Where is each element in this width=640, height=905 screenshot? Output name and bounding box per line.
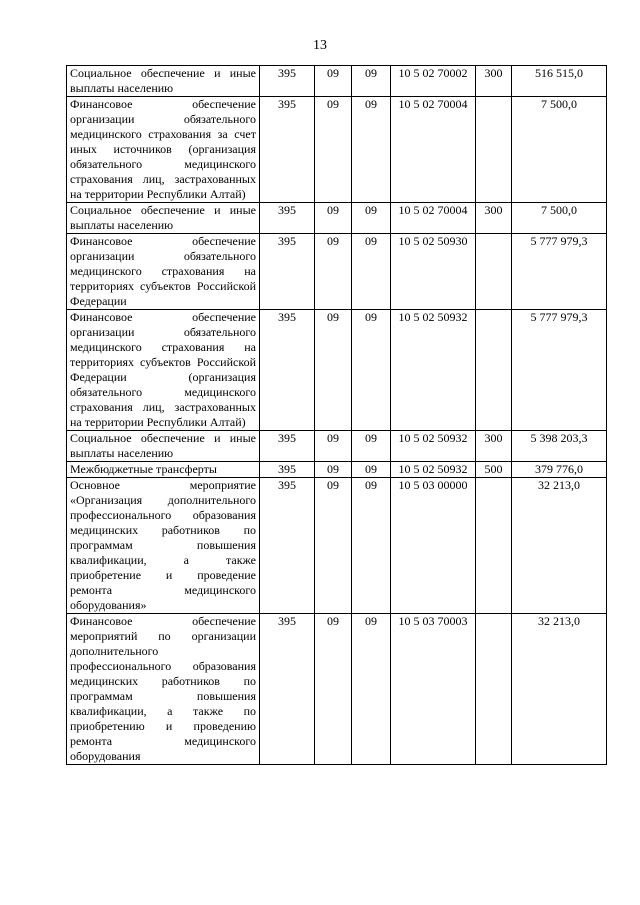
target-code: 10 5 02 50932	[391, 310, 476, 431]
row-name: Социальное обеспечение и иные выплаты населению	[67, 203, 260, 234]
expense-type-code: 500	[476, 462, 512, 478]
table-row	[67, 478, 607, 614]
target-code: 10 5 02 70002	[391, 66, 476, 97]
table-row	[67, 234, 607, 310]
table-row	[67, 66, 607, 97]
row-name: Межбюджетные трансферты	[67, 462, 260, 478]
admin-code: 395	[260, 234, 315, 310]
admin-code: 395	[260, 431, 315, 462]
table-row	[67, 310, 607, 431]
section-code: 09	[315, 234, 352, 310]
row-name: Финансовое обеспечение организации обязательного медицинского страхования за счет иных источников (организация обязательного медицинского страхования лиц, застрахованных на территории Республики Алтай)	[67, 97, 260, 203]
admin-code: 395	[260, 97, 315, 203]
amount: 5 777 979,3	[512, 310, 607, 431]
expense-type-code	[476, 614, 512, 765]
admin-code: 395	[260, 66, 315, 97]
admin-code: 395	[260, 310, 315, 431]
target-code: 10 5 02 70004	[391, 97, 476, 203]
admin-code: 395	[260, 462, 315, 478]
budget-table	[66, 65, 607, 765]
section-code: 09	[315, 431, 352, 462]
amount: 32 213,0	[512, 478, 607, 614]
admin-code: 395	[260, 203, 315, 234]
section-code: 09	[315, 462, 352, 478]
section-code: 09	[315, 478, 352, 614]
expense-type-code: 300	[476, 431, 512, 462]
amount: 516 515,0	[512, 66, 607, 97]
expense-type-code	[476, 234, 512, 310]
row-name: Социальное обеспечение и иные выплаты населению	[67, 431, 260, 462]
amount: 32 213,0	[512, 614, 607, 765]
row-name: Финансовое обеспечение организации обязательного медицинского страхования на территориях субъектов Российской Федерации (организация обязательного медицинского страхования лиц, застрахованных на территории Республики Алтай)	[67, 310, 260, 431]
section-code: 09	[315, 203, 352, 234]
subsection-code: 09	[352, 431, 391, 462]
target-code: 10 5 02 50932	[391, 431, 476, 462]
target-code: 10 5 02 50932	[391, 462, 476, 478]
subsection-code: 09	[352, 614, 391, 765]
table-row	[67, 462, 607, 478]
subsection-code: 09	[352, 66, 391, 97]
row-name: Основное мероприятие «Организация дополнительного профессионального образования медицинских работников по программам повышения квалификации, а также приобретение и проведение ремонта медицинского оборудования»	[67, 478, 260, 614]
section-code: 09	[315, 614, 352, 765]
section-code: 09	[315, 310, 352, 431]
target-code: 10 5 03 70003	[391, 614, 476, 765]
amount: 5 398 203,3	[512, 431, 607, 462]
subsection-code: 09	[352, 478, 391, 614]
expense-type-code: 300	[476, 66, 512, 97]
target-code: 10 5 03 00000	[391, 478, 476, 614]
admin-code: 395	[260, 614, 315, 765]
subsection-code: 09	[352, 310, 391, 431]
subsection-code: 09	[352, 203, 391, 234]
admin-code: 395	[260, 478, 315, 614]
subsection-code: 09	[352, 234, 391, 310]
amount: 7 500,0	[512, 203, 607, 234]
section-code: 09	[315, 66, 352, 97]
subsection-code: 09	[352, 462, 391, 478]
expense-type-code	[476, 310, 512, 431]
row-name: Финансовое обеспечение мероприятий по организации дополнительного профессионального образования медицинских работников по программам повышения квалификации, а также по приобретению и проведению ремонта медицинского оборудования	[67, 614, 260, 765]
section-code: 09	[315, 97, 352, 203]
amount: 7 500,0	[512, 97, 607, 203]
table-row	[67, 203, 607, 234]
subsection-code: 09	[352, 97, 391, 203]
table-row	[67, 614, 607, 765]
amount: 379 776,0	[512, 462, 607, 478]
target-code: 10 5 02 50930	[391, 234, 476, 310]
table-row	[67, 431, 607, 462]
page-number: 13	[313, 38, 327, 53]
expense-type-code	[476, 478, 512, 614]
table-row	[67, 97, 607, 203]
amount: 5 777 979,3	[512, 234, 607, 310]
expense-type-code: 300	[476, 203, 512, 234]
row-name: Финансовое обеспечение организации обязательного медицинского страхования на территориях субъектов Российской Федерации	[67, 234, 260, 310]
row-name: Социальное обеспечение и иные выплаты населению	[67, 66, 260, 97]
target-code: 10 5 02 70004	[391, 203, 476, 234]
expense-type-code	[476, 97, 512, 203]
